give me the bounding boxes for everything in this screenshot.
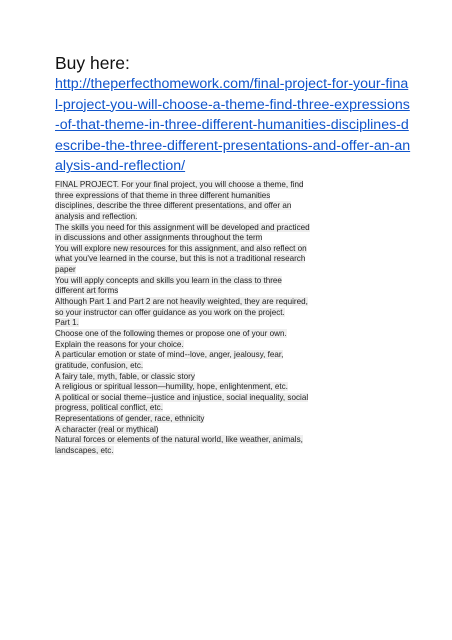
text-line: Choose one of the following themes or propose one of your own.: [55, 328, 287, 338]
text-line: A religious or spiritual lesson—humility, hope, enlightenment, etc.: [55, 382, 288, 392]
product-link[interactable]: [55, 74, 411, 177]
text-line: landscapes, etc.: [55, 446, 114, 456]
text-line: A political or social theme--justice and injustice, social inequality, social: [55, 392, 309, 402]
link-line: escribe-the-three-different-presentations-and-offer-an-an: [55, 137, 411, 154]
text-line: FINAL PROJECT. For your final project, you will choose a theme, find: [55, 180, 304, 189]
text-line: You will explore new resources for this assignment, and also reflect on: [55, 243, 307, 253]
text-line: paper: [55, 265, 76, 275]
link-line: alysis-and-reflection/: [55, 158, 186, 175]
text-line: different art forms: [55, 286, 119, 296]
text-line: Natural forces or elements of the natural world, like weather, animals,: [55, 435, 303, 445]
text-line: three expressions of that theme in three different humanities: [55, 190, 271, 200]
text-line: The skills you need for this assignment will be developed and practiced: [55, 222, 310, 232]
text-line: in discussions and other assignments throughout the term: [55, 233, 263, 243]
buy-here-heading: Buy here:: [55, 53, 130, 73]
text-line: so your instructor can offer guidance as you work on the project.: [55, 307, 285, 317]
text-line: disciplines, describe the three different presentations, and offer an: [55, 201, 292, 211]
assignment-text: [55, 180, 355, 457]
text-line: progress, political conflict, etc.: [55, 403, 163, 413]
text-line: Part 1.: [55, 318, 79, 328]
text-line: You will apply concepts and skills you learn in the class to three: [55, 275, 282, 285]
text-line: what you've learned in the course, but this is not a traditional research: [55, 254, 306, 264]
text-line: Although Part 1 and Part 2 are not heavily weighted, they are required,: [55, 297, 308, 307]
link-line: -of-that-theme-in-three-different-humanities-disciplines-d: [55, 117, 409, 134]
text-line: A character (real or mythical): [55, 424, 159, 434]
text-line: Representations of gender, race, ethnicity: [55, 414, 205, 424]
text-line: A fairy tale, myth, fable, or classic story: [55, 371, 195, 381]
text-line: analysis and reflection.: [55, 211, 138, 221]
text-line: A particular emotion or state of mind--love, anger, jealousy, fear,: [55, 350, 284, 360]
link-line: l-project-you-will-choose-a-theme-find-three-expressions: [55, 96, 410, 113]
link-line: http://theperfecthomework.com/final-project-for-your-fina: [55, 76, 409, 92]
text-line: gratitude, confusion, etc.: [55, 360, 144, 370]
text-line: Explain the reasons for your choice.: [55, 339, 184, 349]
